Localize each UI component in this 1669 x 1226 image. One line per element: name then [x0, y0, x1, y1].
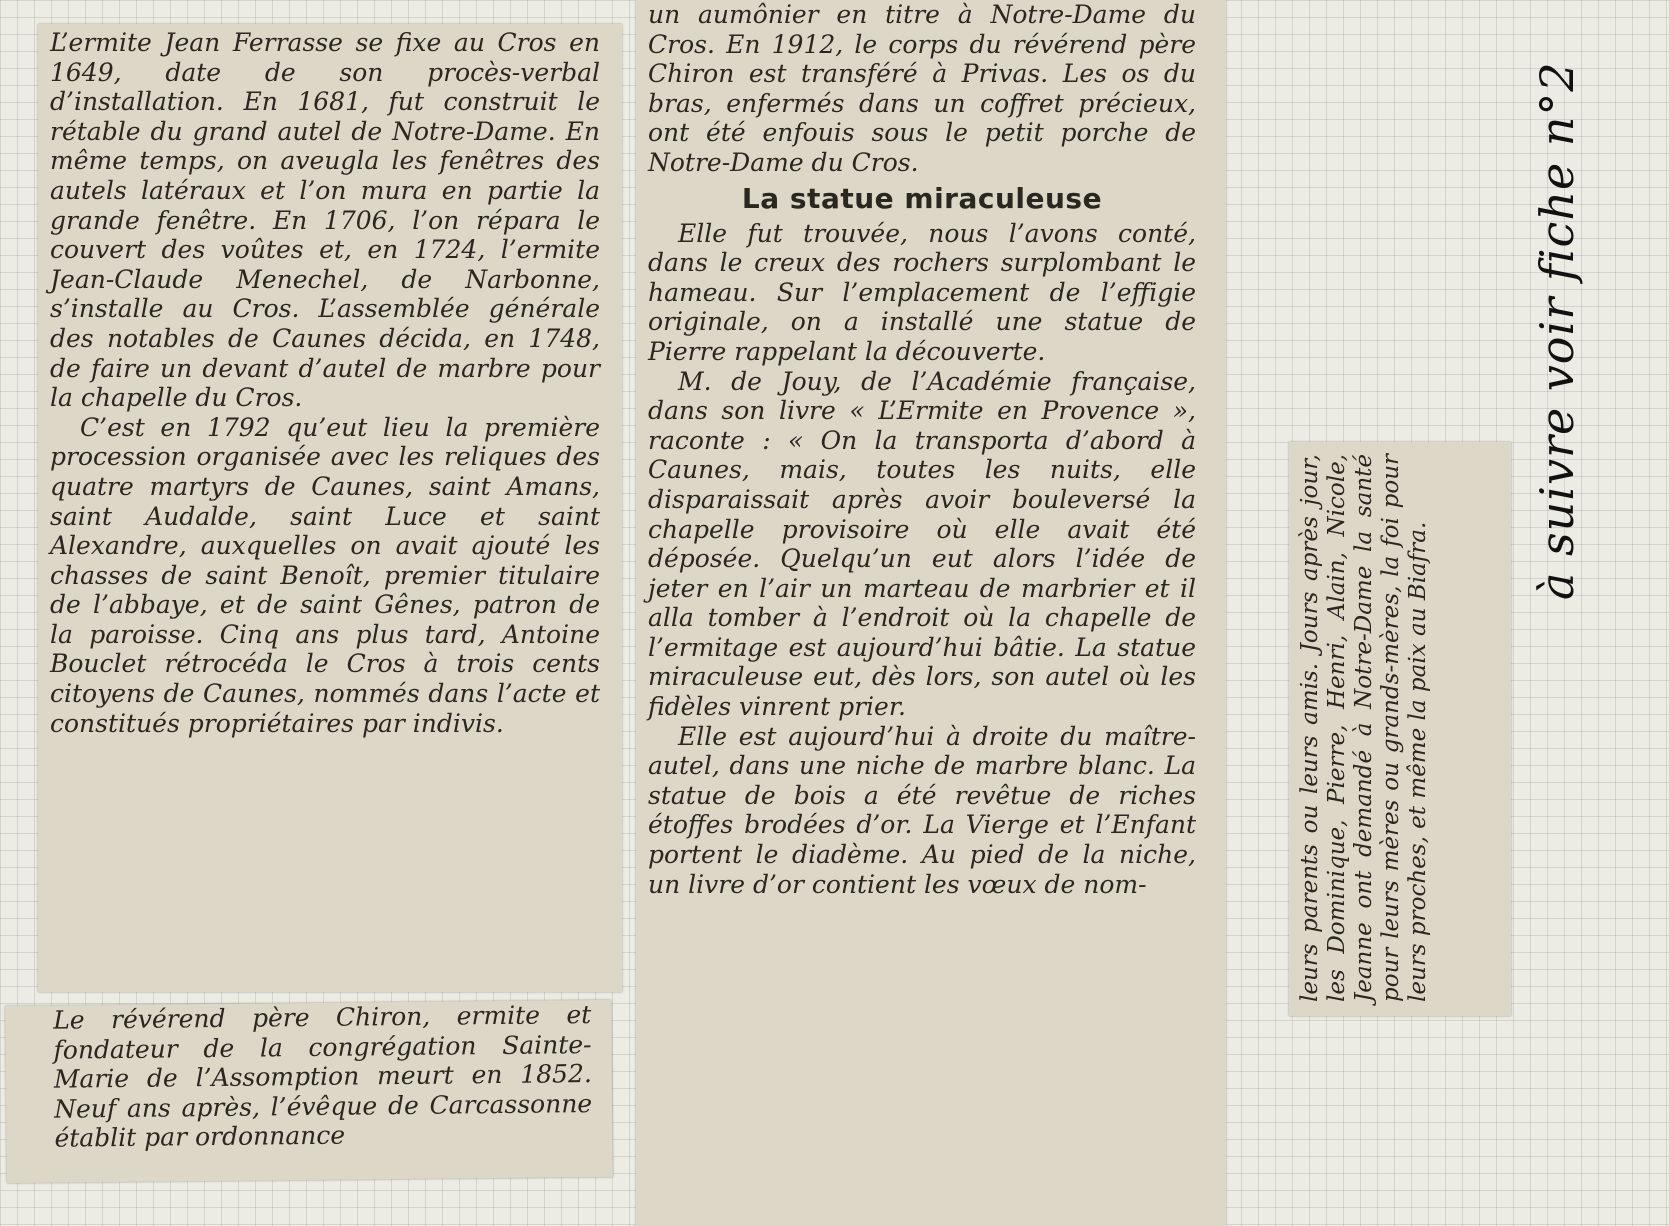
section-heading: La statue miraculeuse [741, 181, 1103, 215]
paragraph-trouvee: Elle fut trouvée, nous l’avons conté, dans le creux des rochers surplombant le hameau. Sur l’emplacement de l’effigie originale, on a installé une statue de Pierre rappelant la découverte. [648, 218, 1196, 366]
paragraph-ferrasse: L’ermite Jean Ferrasse se fixe au Cros en 1649, date de son procès-verbal d’installation. En 1681, fut construit le rétable du grand autel de Notre-Dame. En même temps, on aveugla les fenêtres des autels latéraux et l’on mura en partie la grande fenêtre. En 1706, l’on répara le couvert des voûtes et, en 1724, l’ermite Jean-Claude Menechel, de Narbonne, s’installe au Cros. L’assemblée générale des notables de Caunes décida, en 1748, de faire un devant d’autel de marbre pour la chapelle du Cros. [50, 28, 600, 413]
paragraph-voeux: leurs parents ou leurs amis. Jours après jour, les Dominique, Pierre, Henri, Alain, Nicole, Jeanne ont demandé à Notre-Dame la santé pour leurs mères ou grands-mères, la foi pour leurs proches, et même la paix au Biafra. [1297, 454, 1431, 1002]
clipping-left-bottom [5, 1000, 613, 1183]
paragraph-jouy: M. de Jouy, de l’Académie française, dans son livre « L’Ermite en Provence », raconte : « On la transporta d’abord à Caunes, mais, toutes les nuits, elle disparaissait après avoir bouleversé la chapelle provisoire où elle avait été déposée. Quelqu’un eut alors l’idée de jeter en l’air un marteau de marbrier et il alla tomber à l’endroit où la chapelle de l’ermitage est aujourd’hui bâtie. La statue miraculeuse eut, dès lors, son autel où les fidèles vinrent prier. [648, 366, 1196, 722]
paragraph-procession: C’est en 1792 qu’eut lieu la première procession organisée avec les reliques des quatre martyrs de Caunes, saint Amans, saint Audalde, saint Luce et saint Alexandre, auxquelles on avait ajouté les chasses de saint Benoît, premier titulaire de l’abbaye, et de saint Gênes, patron de la paroisse. Cinq ans plus tard, Antoine Bouclet rétrocéda le Cros à trois cents citoyens de Caunes, nommés dans l’acte et constitués propriétaires par indivis. [50, 412, 600, 738]
handwritten-note: à suivre voir fiche n°2 [1530, 61, 1584, 600]
paragraph-chiron: Le révérend père Chiron, ermite et fondateur de la congrégation Sainte-Marie de l’Assomption meurt en 1852. Neuf ans après, l’évêque de Carcassonne établit par ordonnance [53, 1000, 593, 1154]
paragraph-niche: Elle est aujourd’hui à droite du maître-autel, dans une niche de marbre blanc. La statue de bois a été revêtue de riches étoffes brodées d’or. La Vierge et l’Enfant portent le diadème. Au pied de la niche, un livre d’or contient les vœux de nom- [648, 721, 1196, 899]
clipping-left-column [38, 24, 622, 992]
paragraph-aumonier: un aumônier en titre à Notre-Dame du Cros. En 1912, le corps du révérend père Chiron est transféré à Privas. Les os du bras, enfermés dans un coffret précieux, ont été enfouis sous le petit porche de Notre-Dame du Cros. [648, 0, 1196, 177]
clipping-rotated-paper [1289, 442, 1511, 1016]
clipping-middle-column [636, 0, 1226, 1226]
